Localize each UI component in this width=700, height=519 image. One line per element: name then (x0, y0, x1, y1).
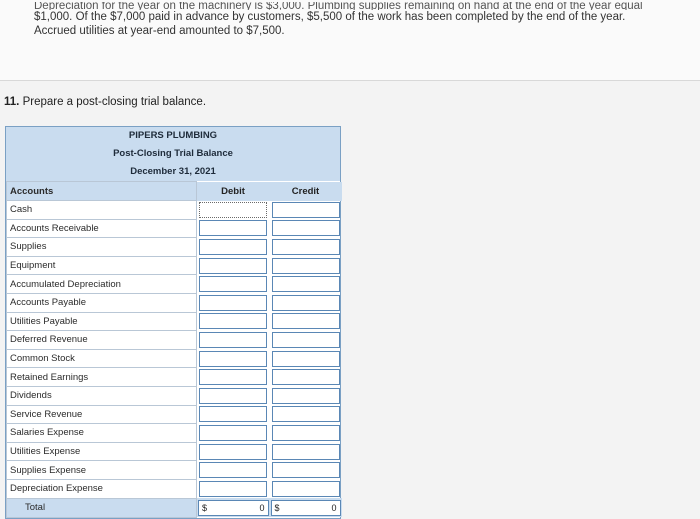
debit-cell (197, 424, 270, 443)
trial-balance-sheet (5, 126, 341, 519)
debit-cell (197, 293, 270, 312)
table-row (7, 256, 342, 275)
debit-input[interactable] (199, 388, 267, 404)
sheet-header (6, 127, 340, 181)
credit-input[interactable] (272, 276, 340, 292)
debit-cell (197, 368, 270, 387)
account-name: Utilities Expense (7, 442, 197, 461)
debit-cell (197, 405, 270, 424)
credit-input[interactable] (272, 462, 340, 478)
credit-input[interactable] (272, 444, 340, 460)
accounts-column-header: Accounts (7, 182, 197, 201)
company-name: PIPERS PLUMBING (128, 130, 218, 141)
account-rows (7, 201, 342, 499)
account-name: Depreciation Expense (7, 479, 197, 498)
debit-input[interactable] (199, 462, 267, 478)
credit-input[interactable] (272, 332, 340, 348)
debit-cell (197, 349, 270, 368)
credit-input[interactable] (272, 258, 340, 274)
debit-input[interactable] (199, 276, 267, 292)
total-debit-cell (197, 498, 270, 517)
problem-line-cut: Depreciation for the year on the machinery is $3,000. Plumbing supplies remaining on hand at the end of the year equal (34, 2, 643, 10)
question-number: 11. (4, 96, 20, 108)
account-name: Cash (7, 201, 197, 220)
debit-cell (197, 331, 270, 350)
table-row (7, 331, 342, 350)
debit-cell (197, 275, 270, 294)
credit-input[interactable] (272, 220, 340, 236)
credit-input[interactable] (272, 369, 340, 385)
credit-input[interactable] (272, 313, 340, 329)
debit-input[interactable] (199, 406, 267, 422)
debit-input[interactable] (199, 313, 267, 329)
total-credit-value: 0 (331, 502, 337, 513)
account-name: Utilities Payable (7, 312, 197, 331)
table-row (7, 238, 342, 257)
table-row (7, 461, 342, 480)
trial-balance-table (6, 181, 342, 518)
debit-input[interactable] (199, 295, 267, 311)
debit-input[interactable] (199, 239, 267, 255)
credit-cell (270, 256, 342, 275)
credit-cell (270, 312, 342, 331)
credit-input[interactable] (272, 239, 340, 255)
column-header-row (7, 182, 342, 201)
credit-cell (270, 424, 342, 443)
account-name: Salaries Expense (7, 424, 197, 443)
account-name: Retained Earnings (7, 368, 197, 387)
credit-input[interactable] (272, 481, 340, 497)
table-row (7, 201, 342, 220)
table-row (7, 275, 342, 294)
credit-input[interactable] (272, 351, 340, 367)
account-name: Accounts Receivable (7, 219, 197, 238)
credit-input[interactable] (272, 202, 340, 218)
debit-cell (197, 386, 270, 405)
debit-input[interactable] (199, 202, 267, 218)
debit-cell (197, 442, 270, 461)
total-debit (198, 500, 269, 516)
table-row (7, 479, 342, 498)
table-row (7, 349, 342, 368)
credit-column-header: Credit (270, 182, 342, 201)
credit-cell (270, 479, 342, 498)
debit-input[interactable] (199, 481, 267, 497)
debit-cell (197, 461, 270, 480)
credit-cell (270, 331, 342, 350)
total-credit-cell (270, 498, 342, 517)
debit-cell (197, 238, 270, 257)
table-row (7, 293, 342, 312)
table-row (7, 219, 342, 238)
account-name: Supplies (7, 238, 197, 257)
table-row (7, 312, 342, 331)
debit-cell (197, 256, 270, 275)
credit-cell (270, 386, 342, 405)
table-row (7, 424, 342, 443)
debit-input[interactable] (199, 425, 267, 441)
question-prompt (4, 96, 206, 108)
credit-input[interactable] (272, 295, 340, 311)
table-row (7, 368, 342, 387)
debit-input[interactable] (199, 369, 267, 385)
debit-cell (197, 201, 270, 220)
credit-cell (270, 201, 342, 220)
statement-date: December 31, 2021 (130, 166, 216, 177)
table-row (7, 386, 342, 405)
debit-input[interactable] (199, 444, 267, 460)
problem-statement (0, 0, 700, 81)
account-name: Equipment (7, 256, 197, 275)
account-name: Service Revenue (7, 405, 197, 424)
total-credit-currency: $ (274, 502, 280, 513)
credit-cell (270, 442, 342, 461)
debit-cell (197, 479, 270, 498)
debit-input[interactable] (199, 351, 267, 367)
account-name: Dividends (7, 386, 197, 405)
table-row (7, 442, 342, 461)
problem-line-2: Accrued utilities at year-end amounted to $7,500. (34, 25, 285, 37)
credit-cell (270, 275, 342, 294)
statement-title: Post-Closing Trial Balance (113, 148, 233, 159)
credit-input[interactable] (272, 425, 340, 441)
credit-cell (270, 461, 342, 480)
total-row (7, 498, 342, 517)
problem-text (34, 2, 674, 38)
total-label: Total (7, 498, 197, 517)
table-row (7, 405, 342, 424)
credit-cell (270, 405, 342, 424)
debit-input[interactable] (199, 332, 267, 348)
debit-cell (197, 219, 270, 238)
credit-input[interactable] (272, 388, 340, 404)
question-text: Prepare a post-closing trial balance. (22, 96, 207, 108)
debit-input[interactable] (199, 258, 267, 274)
total-debit-currency: $ (202, 502, 208, 513)
account-name: Accumulated Depreciation (7, 275, 197, 294)
account-name: Supplies Expense (7, 461, 197, 480)
debit-cell (197, 312, 270, 331)
problem-line-1: $1,000. Of the $7,000 paid in advance by customers, $5,500 of the work has been completed by the end of the year. (34, 11, 626, 23)
credit-input[interactable] (272, 406, 340, 422)
account-name: Common Stock (7, 349, 197, 368)
account-name: Deferred Revenue (7, 331, 197, 350)
total-credit (271, 500, 341, 516)
debit-column-header: Debit (197, 182, 270, 201)
credit-cell (270, 219, 342, 238)
total-debit-value: 0 (259, 502, 265, 513)
debit-input[interactable] (199, 220, 267, 236)
credit-cell (270, 293, 342, 312)
credit-cell (270, 349, 342, 368)
credit-cell (270, 368, 342, 387)
credit-cell (270, 238, 342, 257)
account-name: Accounts Payable (7, 293, 197, 312)
